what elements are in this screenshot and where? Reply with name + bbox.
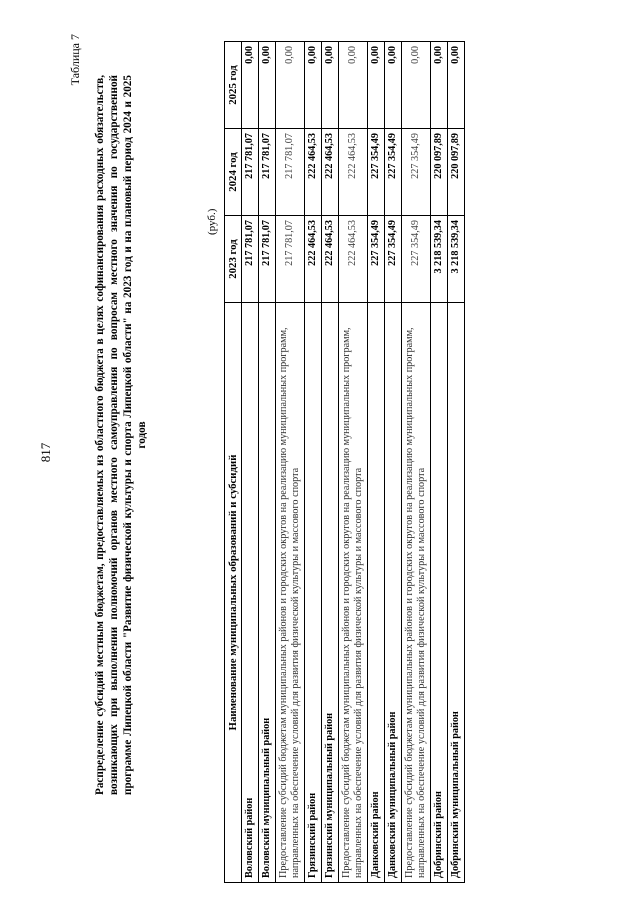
table-row: [368, 42, 385, 883]
row-name: Воловский муниципальный район: [259, 303, 276, 883]
table-header-row: [225, 42, 242, 883]
row-2024: 222 464,53: [322, 129, 339, 216]
row-2023: 3 218 539,34: [431, 216, 448, 303]
row-2024: 220 097,89: [448, 129, 465, 216]
row-2025: 0,00: [305, 42, 322, 129]
units-label: (руб.): [206, 208, 218, 235]
row-2023: 222 464,53: [322, 216, 339, 303]
row-2023: 217 781,07: [242, 216, 259, 303]
row-2024: 227 354,49: [402, 129, 431, 216]
row-name: Предоставление субсидий бюджетам муниципальных районов и городских округов на реализацию муниципальных программ, направленных на обеспечение условий для развития физической культуры и массового спорта: [402, 303, 431, 883]
table-row: [339, 42, 368, 883]
row-2024: 217 781,07: [259, 129, 276, 216]
row-2023: 217 781,07: [276, 216, 305, 303]
row-2023: 227 354,49: [368, 216, 385, 303]
table-row: [385, 42, 402, 883]
table-row: [402, 42, 431, 883]
row-2025: 0,00: [259, 42, 276, 129]
row-2024: 217 781,07: [242, 129, 259, 216]
page-number: 817: [38, 442, 53, 463]
row-name: Предоставление субсидий бюджетам муниципальных районов и городских округов на реализацию муниципальных программ, направленных на обеспечение условий для развития физической культуры и массового спорта: [276, 303, 305, 883]
row-name: Данковский район: [368, 303, 385, 883]
row-name: Данковский муниципальный район: [385, 303, 402, 883]
table-title: Распределение субсидий местным бюджетам, предоставляемых из областного бюджета в целях софинансирования расходных обязательств, возникающих при выполнении полномочий органов местного самоуправления по вопросам местного значения по государственной программе Липецкой области "Развитие физической культуры и спорта Липецкой области" на 2023 год и на плановый период 2024 и 2025 годов: [94, 75, 148, 795]
row-2025: 0,00: [385, 42, 402, 129]
row-2024: 222 464,53: [339, 129, 368, 216]
row-2025: 0,00: [368, 42, 385, 129]
row-2025: 0,00: [402, 42, 431, 129]
table-row: [259, 42, 276, 883]
header-2023: 2023 год: [225, 216, 242, 303]
header-2025: 2025 год: [225, 42, 242, 129]
subsidies-table: [224, 41, 465, 883]
table-row: [322, 42, 339, 883]
row-2023: 222 464,53: [339, 216, 368, 303]
row-2024: 220 097,89: [431, 129, 448, 216]
table-row: [305, 42, 322, 883]
row-2025: 0,00: [448, 42, 465, 129]
row-2023: 217 781,07: [259, 216, 276, 303]
row-name: Воловский район: [242, 303, 259, 883]
table-label: Таблица 7: [68, 34, 82, 86]
header-2024: 2024 год: [225, 129, 242, 216]
table-row: [276, 42, 305, 883]
row-2023: 3 218 539,34: [448, 216, 465, 303]
row-2023: 222 464,53: [305, 216, 322, 303]
row-name: Грязинский муниципальный район: [322, 303, 339, 883]
row-name: Добринский район: [431, 303, 448, 883]
row-2025: 0,00: [339, 42, 368, 129]
table-row: [448, 42, 465, 883]
row-2025: 0,00: [242, 42, 259, 129]
row-name: Грязинский район: [305, 303, 322, 883]
row-2024: 227 354,49: [368, 129, 385, 216]
header-name: Наименование муниципальных образований и субсидий: [225, 303, 242, 883]
table-row: [431, 42, 448, 883]
row-2024: 217 781,07: [276, 129, 305, 216]
row-2023: 227 354,49: [385, 216, 402, 303]
row-2024: 222 464,53: [305, 129, 322, 216]
row-2025: 0,00: [322, 42, 339, 129]
table-row: [242, 42, 259, 883]
row-2025: 0,00: [431, 42, 448, 129]
row-name: Добринский муниципальный район: [448, 303, 465, 883]
row-2024: 227 354,49: [385, 129, 402, 216]
row-2025: 0,00: [276, 42, 305, 129]
row-2023: 227 354,49: [402, 216, 431, 303]
row-name: Предоставление субсидий бюджетам муниципальных районов и городских округов на реализацию муниципальных программ, направленных на обеспечение условий для развития физической культуры и массового спорта: [339, 303, 368, 883]
